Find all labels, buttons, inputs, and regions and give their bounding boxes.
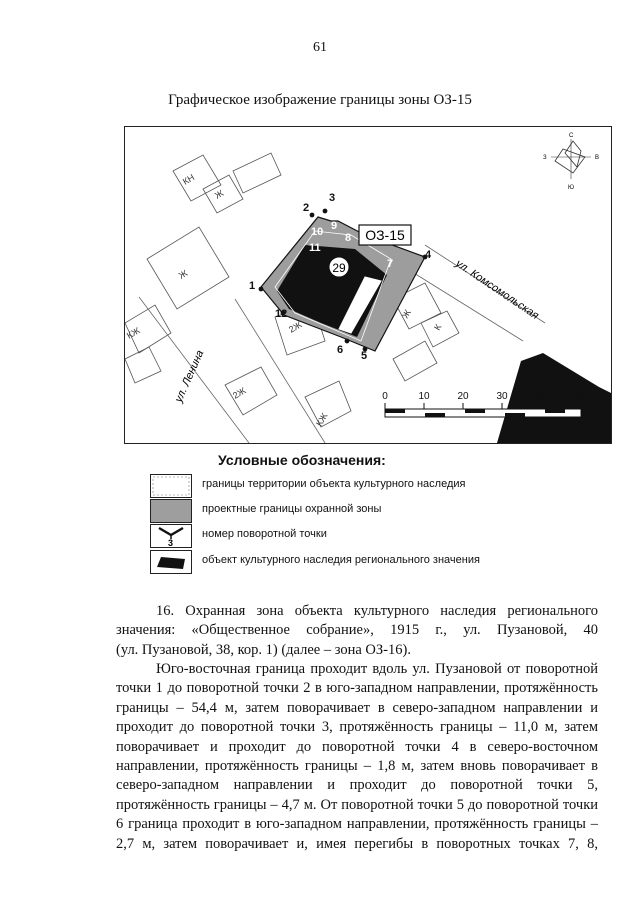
map-title: Графическое изображение границы зоны ОЗ-15 — [168, 92, 472, 108]
legend-item-protection-zone — [150, 499, 570, 523]
point-label-6: 6 — [337, 344, 344, 356]
text-line: протяжённость границы – 4,7 м. От поворотной точки 5 до поворотной точки — [116, 796, 598, 813]
scale-label: 10 — [418, 391, 430, 402]
building-outline — [233, 153, 281, 193]
object-number: 29 — [332, 261, 346, 275]
legend-title: Условные обозначения: — [218, 452, 386, 468]
point-label-1: 1 — [249, 280, 256, 292]
legend-label: проектные границы охранной зоны — [202, 503, 382, 515]
point-label-4: 4 — [425, 249, 432, 261]
legend-label: границы территории объекта культурного наследия — [202, 478, 466, 490]
point-label-10: 10 — [311, 226, 324, 238]
point-label-9: 9 — [331, 220, 338, 232]
legend-label: объект культурного наследия регионального значения — [202, 554, 480, 566]
zone-map — [124, 126, 612, 444]
building-outline — [393, 341, 437, 381]
building-label: Ж — [400, 307, 413, 320]
building-outline — [147, 227, 229, 309]
zone-map-drawing — [125, 127, 611, 443]
compass-east: В — [595, 155, 600, 161]
building-label: 2Ж — [287, 319, 304, 335]
building-label: Ж — [177, 267, 190, 281]
legend-swatch-heritage-object — [150, 550, 192, 574]
street-lenina: ул. Ленина — [172, 348, 207, 405]
boundary-point — [310, 213, 315, 218]
text-line: значения: «Общественное собрание», 1915 г., ул. Пузановой, 40 — [116, 622, 598, 639]
legend-swatch-heritage — [150, 474, 192, 498]
street-edge — [401, 265, 523, 341]
scale-label: 20 — [457, 391, 469, 402]
point-label-3: 3 — [329, 192, 336, 204]
legend-item-heritage-object — [150, 550, 570, 574]
point-label-2: 2 — [303, 202, 310, 214]
turn-point-symbol: 3 — [168, 538, 174, 547]
text-line: 2,7 м, затем поворачивает и, имея перегибы в поворотных точках 7, 8, — [116, 835, 598, 852]
boundary-point — [345, 339, 350, 344]
text-line: направлении, протяжённость границы – 1,8 м, затем вновь поворачивает в — [116, 757, 598, 774]
text-line: 16. Охранная зона объекта культурного наследия регионального — [156, 603, 598, 619]
text-line: точки 1 до поворотной точки 2 в юго-западном направлении, протяжённость — [116, 680, 598, 697]
street-komsomolskaya: ул. Комсомольская — [453, 257, 541, 322]
legend-label: номер поворотной точки — [202, 528, 327, 540]
legend-item-turn-point — [150, 524, 570, 548]
text-line: проходит до поворотной точки 3, протяжённость границы – 11,0 м, затем — [116, 719, 598, 736]
building-outline — [125, 347, 161, 383]
text-line: северо-западном направлении и проходит до поворотной точки 5, — [116, 777, 598, 794]
scale-label: 40 — [535, 391, 547, 402]
text-line: 6 граница проходит в юго-западном направлении, протяжённость границы – — [116, 816, 598, 833]
scale-label: 0 — [382, 391, 388, 402]
compass-rose — [543, 133, 599, 191]
building-label: КЖ — [314, 411, 330, 428]
zone-label: ОЗ-15 — [365, 227, 405, 243]
building-label: КН — [181, 172, 197, 187]
boundary-point — [259, 287, 264, 292]
point-label-7: 7 — [387, 258, 394, 270]
legend-item-heritage-border — [150, 474, 570, 498]
point-label-11: 11 — [309, 242, 321, 254]
text-line: (ул. Пузановой, 38, кор. 1) (далее – зона ОЗ-16). — [116, 641, 411, 658]
page-number: 61 — [313, 40, 327, 55]
text-line: Юго-восточная граница проходит вдоль ул. Пузановой от поворотной — [156, 661, 598, 677]
text-line: границы – 54,4 м, затем поворачивает в северо-западном направлении и — [116, 699, 598, 716]
legend-swatch-turn-point — [150, 524, 192, 548]
compass-west: З — [543, 155, 547, 161]
scale-label: 30 — [496, 391, 508, 402]
building-outline — [305, 381, 351, 427]
point-label-5: 5 — [361, 350, 368, 362]
text-line: поворачивает и проходит до поворотной точки 4 в северо-восточном — [116, 738, 598, 755]
boundary-point — [323, 209, 328, 214]
paragraph-boundary-description — [116, 660, 598, 854]
compass-south: Ю — [568, 185, 575, 191]
legend-swatch-protection-zone — [150, 499, 192, 523]
building-label: Ж — [213, 187, 226, 201]
large-building-dark — [497, 353, 611, 443]
compass-north: С — [569, 133, 574, 139]
building-label: 2Ж — [231, 385, 248, 401]
paragraph-zone-16 — [116, 602, 598, 660]
building-label: КЖ — [125, 325, 142, 341]
building-label: К — [432, 322, 444, 332]
point-label-12: 12 — [275, 308, 288, 320]
point-label-8: 8 — [345, 232, 352, 244]
scale-label: 50 — [574, 391, 586, 402]
